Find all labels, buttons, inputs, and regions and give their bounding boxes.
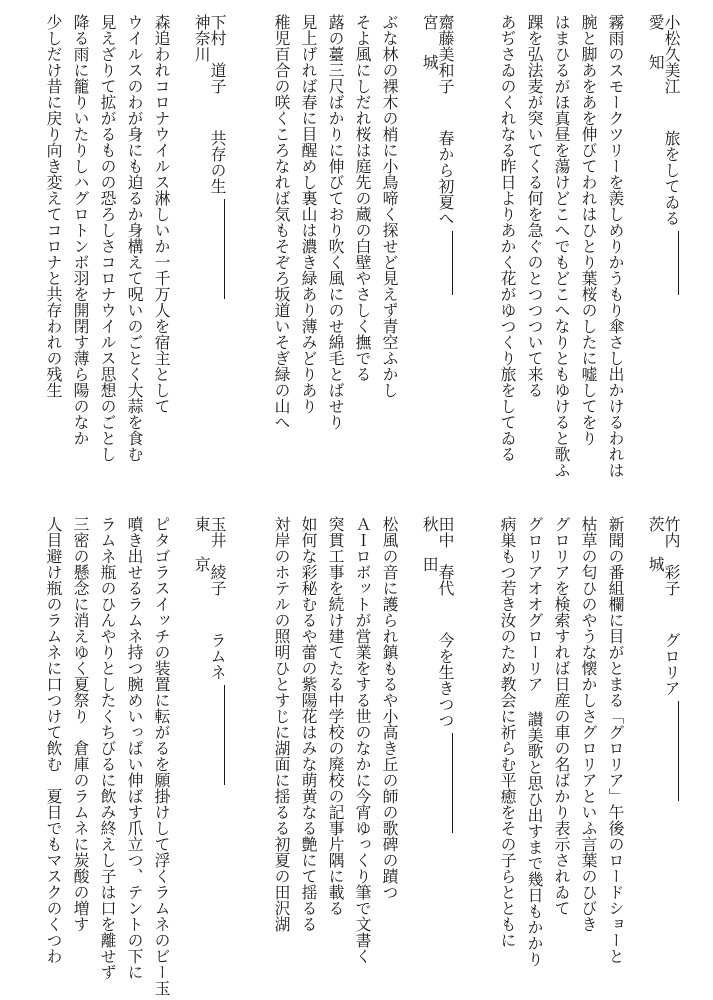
title-rule — [678, 231, 679, 295]
title-rule — [224, 685, 225, 785]
poem-line: ピタゴラスイッチの装置に転がるを願掛けして浮くラムネのビー玉 — [152, 516, 171, 996]
prefecture: 城 — [420, 54, 440, 70]
poem-title: 旅をしてゐる — [662, 130, 681, 226]
title-rule — [224, 199, 225, 299]
poem-line: はまひるがほ真昼を蕩けどこへでもどこへなりともゆけると歌ふ — [552, 14, 571, 478]
author-name: 田中 春代 — [436, 516, 455, 596]
author-header — [421, 14, 453, 484]
poem-line: ウイルスのわが身にも迫るか身構えて呪いのごとく大蒜を食む — [125, 14, 144, 462]
poem-line: 突貫工事を続け建てたる中学校の廃校の記事片隅に載る — [326, 516, 345, 916]
author-header — [647, 516, 679, 986]
poem-line: グロリアを検索すれば日産の車の名ばかり表示されゐて — [552, 516, 571, 916]
poem-line: 腕と脚あをあを伸びてわれはひとり葉桜のしたに嘘してをり — [579, 14, 598, 446]
author-header — [647, 14, 679, 484]
poem-title: グロリア — [662, 632, 681, 696]
poem-line: 枯草の匂ひのやうな懐かしさグロリアといふ言葉のひびき — [579, 516, 598, 932]
poem-line: 松風の音に護られ鎮もるや小高き丘の師の歌碑の蹟つ — [380, 516, 399, 900]
poem-line: 降る雨に籠りいたりしハグロトンボ羽を開閉す薄ら陽のなか — [71, 14, 90, 446]
poem-line: 如何な彩秘むるや蕾の紫陽花はみな萌黄なる艶にて揺るる — [299, 516, 318, 932]
poem-line: 森追われコロナウイルス淋しいか一千万人を宿主として — [152, 14, 171, 414]
prefecture: 神奈川 — [192, 14, 212, 62]
poem-line: 少しだけ昔に戻り向き変えてコロナと共存われの残生 — [44, 14, 63, 398]
poem-line: 病巣もつ若き汝のため教会に祈らむ平癒をその子らとともに — [498, 516, 517, 948]
poem-line: 新聞の番組欄に目がとまる「グロリア」午後のロードショーと — [606, 516, 625, 964]
poem-line: 霧雨のスモークツリーを羨しめりかうもり傘さし出かけるわれは — [606, 14, 625, 478]
author-name: 玉井 綾子 — [208, 516, 227, 596]
poem-title: 共存の生 — [208, 130, 227, 194]
poem-line: グロリアオオグローリア 讃美歌と思ひ出すまで幾日もかかり — [525, 516, 544, 968]
poem-line: 人目避け瓶のラムネに口つけて飲む 夏日でもマスクのくつわ — [44, 516, 63, 964]
title-rule — [452, 231, 453, 295]
prefecture: 秋 — [420, 516, 440, 532]
prefecture: 京 — [192, 556, 212, 572]
poem-title: ラムネ — [208, 632, 227, 680]
prefecture: 東 — [192, 516, 212, 532]
prefecture: 城 — [646, 556, 666, 572]
title-rule — [678, 701, 679, 801]
poem-line: 蕗の薹三尺ばかりに伸びており吹く風にのせ綿毛とばせり — [326, 14, 345, 430]
poem-line: ぶな林の裸木の梢に小鳥啼く探せど見えず青空ふかし — [380, 14, 399, 398]
author-header — [421, 516, 453, 986]
prefecture: 田 — [420, 556, 440, 572]
poem-line: 見上げれば春に目醒めし裏山は濃き緑あり薄みどりあり — [299, 14, 318, 414]
prefecture: 知 — [646, 54, 666, 70]
poem-line: あぢさゐのくれなる昨日よりあかく花がゆつくり旅をしてゐる — [498, 14, 517, 462]
poem-line: ＡＩロボットが営業をする世のなかに今宵ゆっくり筆で文書く — [353, 516, 372, 964]
poem-title: 今を生きつつ — [436, 632, 455, 728]
author-name: 下村 道子 — [208, 14, 227, 94]
author-name: 小松久美江 — [662, 14, 681, 94]
poem-title: 春から初夏へ — [436, 130, 455, 226]
author-header — [193, 14, 225, 484]
poem-line: 稚児百合の咲くころなれば気もそぞろ坂道いそぎ緑の山へ — [272, 14, 291, 430]
poem-line: 対岸のホテルの照明ひとすじに湖面に揺るる初夏の田沢湖 — [272, 516, 291, 932]
poem-line: 見えざりて拡がるものの恐ろしさコロナウイルス思想のごとし — [98, 14, 117, 462]
poem-line: 踝を弘法麦が突いてくる何を急ぐのとつつついて来る — [525, 14, 544, 398]
poem-line: 噴き出せるラムネ持つ腕めいっぱい伸ばす爪立つ、テントの下に — [125, 516, 144, 980]
author-header — [193, 516, 225, 986]
poem-line: ラムネ瓶のひんやりとしたくちびるに飲み終えし子は口を離せず — [98, 516, 117, 980]
author-name: 齋藤美和子 — [436, 14, 455, 94]
prefecture: 宮 — [420, 14, 440, 30]
poem-line: そよ風にしだれ桜は庭先の蔵の白壁やさしく撫でる — [353, 14, 372, 382]
title-rule — [452, 733, 453, 833]
author-name: 竹内 彩子 — [662, 516, 681, 596]
poem-line: 三密の懸念に消えゆく夏祭り 倉庫のラムネに炭酸の増す — [71, 516, 90, 932]
prefecture: 茨 — [646, 516, 666, 532]
prefecture: 愛 — [646, 14, 666, 30]
